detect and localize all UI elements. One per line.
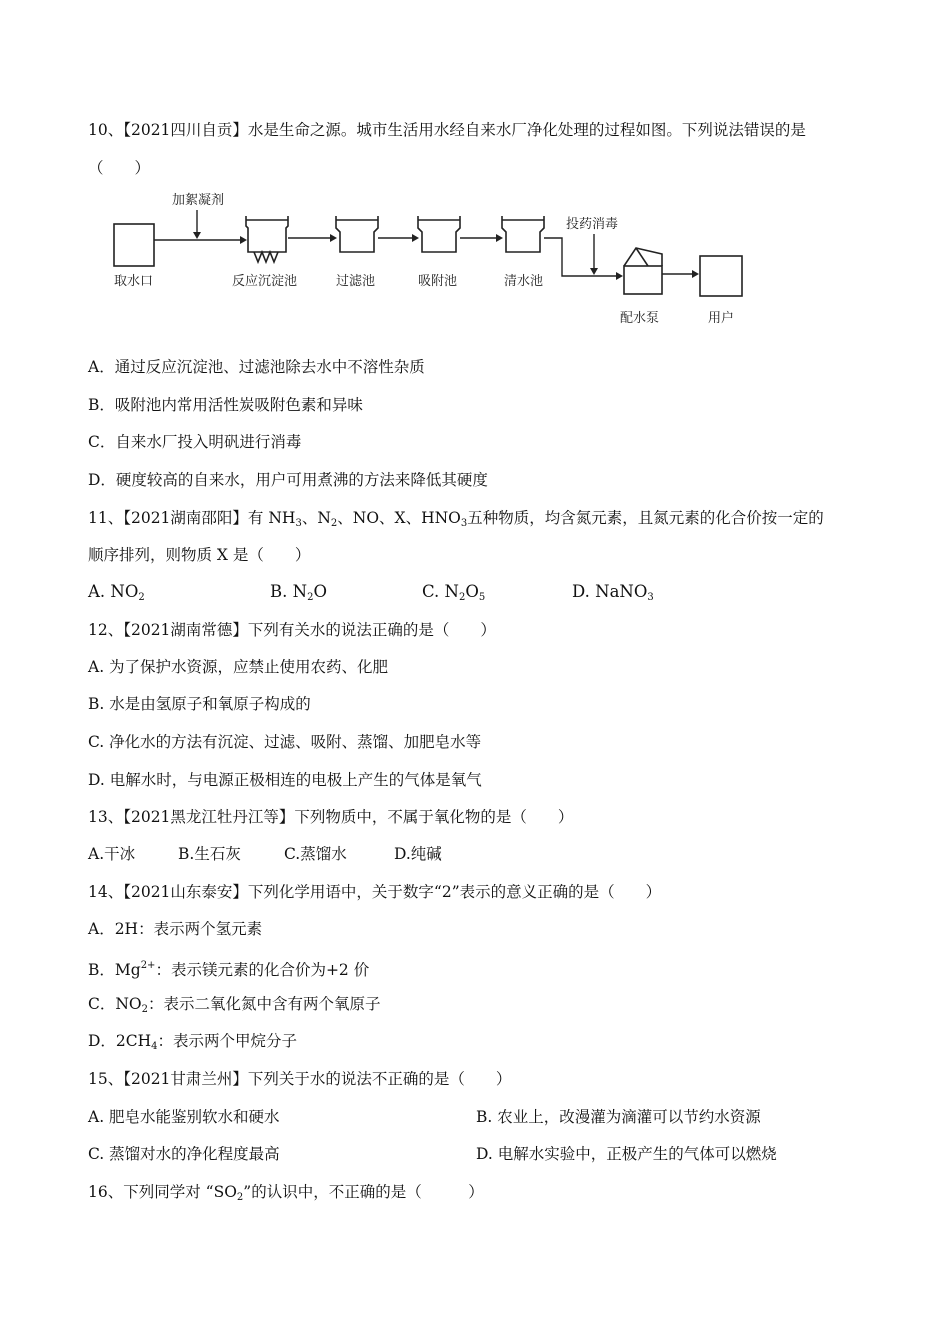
q15-stem: 15、【2021甘肃兰州】下列关于水的说法不正确的是（ ） xyxy=(88,1070,512,1088)
filter-tank xyxy=(336,216,378,252)
q14-option-d: D．$2CH_4$：表示两个甲烷分子 xyxy=(88,1032,298,1052)
q13-option-a: A.干冰 xyxy=(88,845,136,863)
q11-option-a: A. $NO_2$ xyxy=(88,582,145,603)
q11-stem-cont: 顺序排列，则物质 X 是（ ） xyxy=(88,546,311,564)
q13-option-d: D.纯碱 xyxy=(394,845,442,863)
q15-option-b: B. 农业上，改漫灌为滴灌可以节约水资源 xyxy=(476,1108,761,1126)
intake-box xyxy=(114,224,154,266)
q14-stem: 14、【2021山东泰安】下列化学用语中，关于数字“2”表示的意义正确的是（ ） xyxy=(88,883,662,901)
additive-flocculant-label: 加絮凝剂 xyxy=(172,193,225,208)
q15-option-a: A. 肥皂水能鉴别软水和硬水 xyxy=(88,1108,280,1126)
q13-stem: 13、【2021黑龙江牡丹江等】下列物质中，不属于氧化物的是（ ） xyxy=(88,808,574,826)
stage-label-sediment: 反应沉淀池 xyxy=(232,274,298,289)
stage-label-pump: 配水泵 xyxy=(620,311,660,326)
q12-option-d: D. 电解水时，与电源正极相连的电极上产生的气体是氧气 xyxy=(88,771,482,789)
q12-option-a: A. 为了保护水资源，应禁止使用农药、化肥 xyxy=(88,658,389,676)
q15-option-c: C. 蒸馏对水的净化程度最高 xyxy=(88,1145,280,1163)
q11-stem: 11、【2021湖南邵阳】有 $NH_3$、$N_2$、NO、X、$HNO_3$五种物质，均含氮元素，且氮元素的化合价按一定的 xyxy=(88,509,824,529)
water-treatment-diagram xyxy=(100,190,760,330)
q15-option-d: D. 电解水实验中，正极产生的气体可以燃烧 xyxy=(476,1145,777,1163)
q14-option-c: C．$NO_2$：表示二氧化氮中含有两个氧原子 xyxy=(88,995,381,1015)
stage-label-filter: 过滤池 xyxy=(336,274,376,289)
q11-option-d: D. NaNO$_3$ xyxy=(572,582,654,603)
q12-option-c: C. 净化水的方法有沉淀、过滤、吸附、蒸馏、加肥皂水等 xyxy=(88,733,482,751)
q11-option-b: B. $N_2O$ xyxy=(270,582,327,603)
q13-option-c: C.蒸馏水 xyxy=(284,845,347,863)
q14-option-b: B．$Mg^{2+}$：表示镁元素的化合价为+2 价 xyxy=(88,960,370,979)
q12-stem: 12、【2021湖南常德】下列有关水的说法正确的是（ ） xyxy=(88,621,496,639)
q11-option-c: C. $N_2O_5$ xyxy=(422,582,486,603)
user-box xyxy=(700,256,742,296)
q12-option-b: B. 水是由氢原子和氧原子构成的 xyxy=(88,695,311,713)
q10-stem: 10、【2021四川自贡】水是生命之源。城市生活用水经自来水厂净化处理的过程如图。下列说法错误的是 xyxy=(88,121,806,139)
clear-water-tank xyxy=(502,216,544,252)
stage-label-user: 用户 xyxy=(708,311,735,326)
sediment-tank xyxy=(246,216,288,262)
q10-option-b: B．吸附池内常用活性炭吸附色素和异味 xyxy=(88,396,363,414)
q13-option-b: B.生石灰 xyxy=(178,845,241,863)
q10-option-c: C．自来水厂投入明矾进行消毒 xyxy=(88,433,302,451)
additive-disinfect-label: 投药消毒 xyxy=(566,217,619,232)
stage-label-clear: 清水池 xyxy=(504,274,544,289)
adsorption-tank xyxy=(418,216,460,252)
q10-option-a: A．通过反应沉淀池、过滤池除去水中不溶性杂质 xyxy=(88,358,425,376)
q14-option-a: A．2H：表示两个氢元素 xyxy=(88,920,263,938)
stage-label-adsorption: 吸附池 xyxy=(418,274,458,289)
q10-paren: （ ） xyxy=(88,159,151,177)
stage-label-intake: 取水口 xyxy=(114,274,154,289)
q16-stem: 16、下列同学对 “$SO_2$”的认识中，不正确的是（ ） xyxy=(88,1183,484,1203)
q10-option-d: D．硬度较高的自来水，用户可用煮沸的方法来降低其硬度 xyxy=(88,471,488,489)
water-pump xyxy=(624,248,662,294)
